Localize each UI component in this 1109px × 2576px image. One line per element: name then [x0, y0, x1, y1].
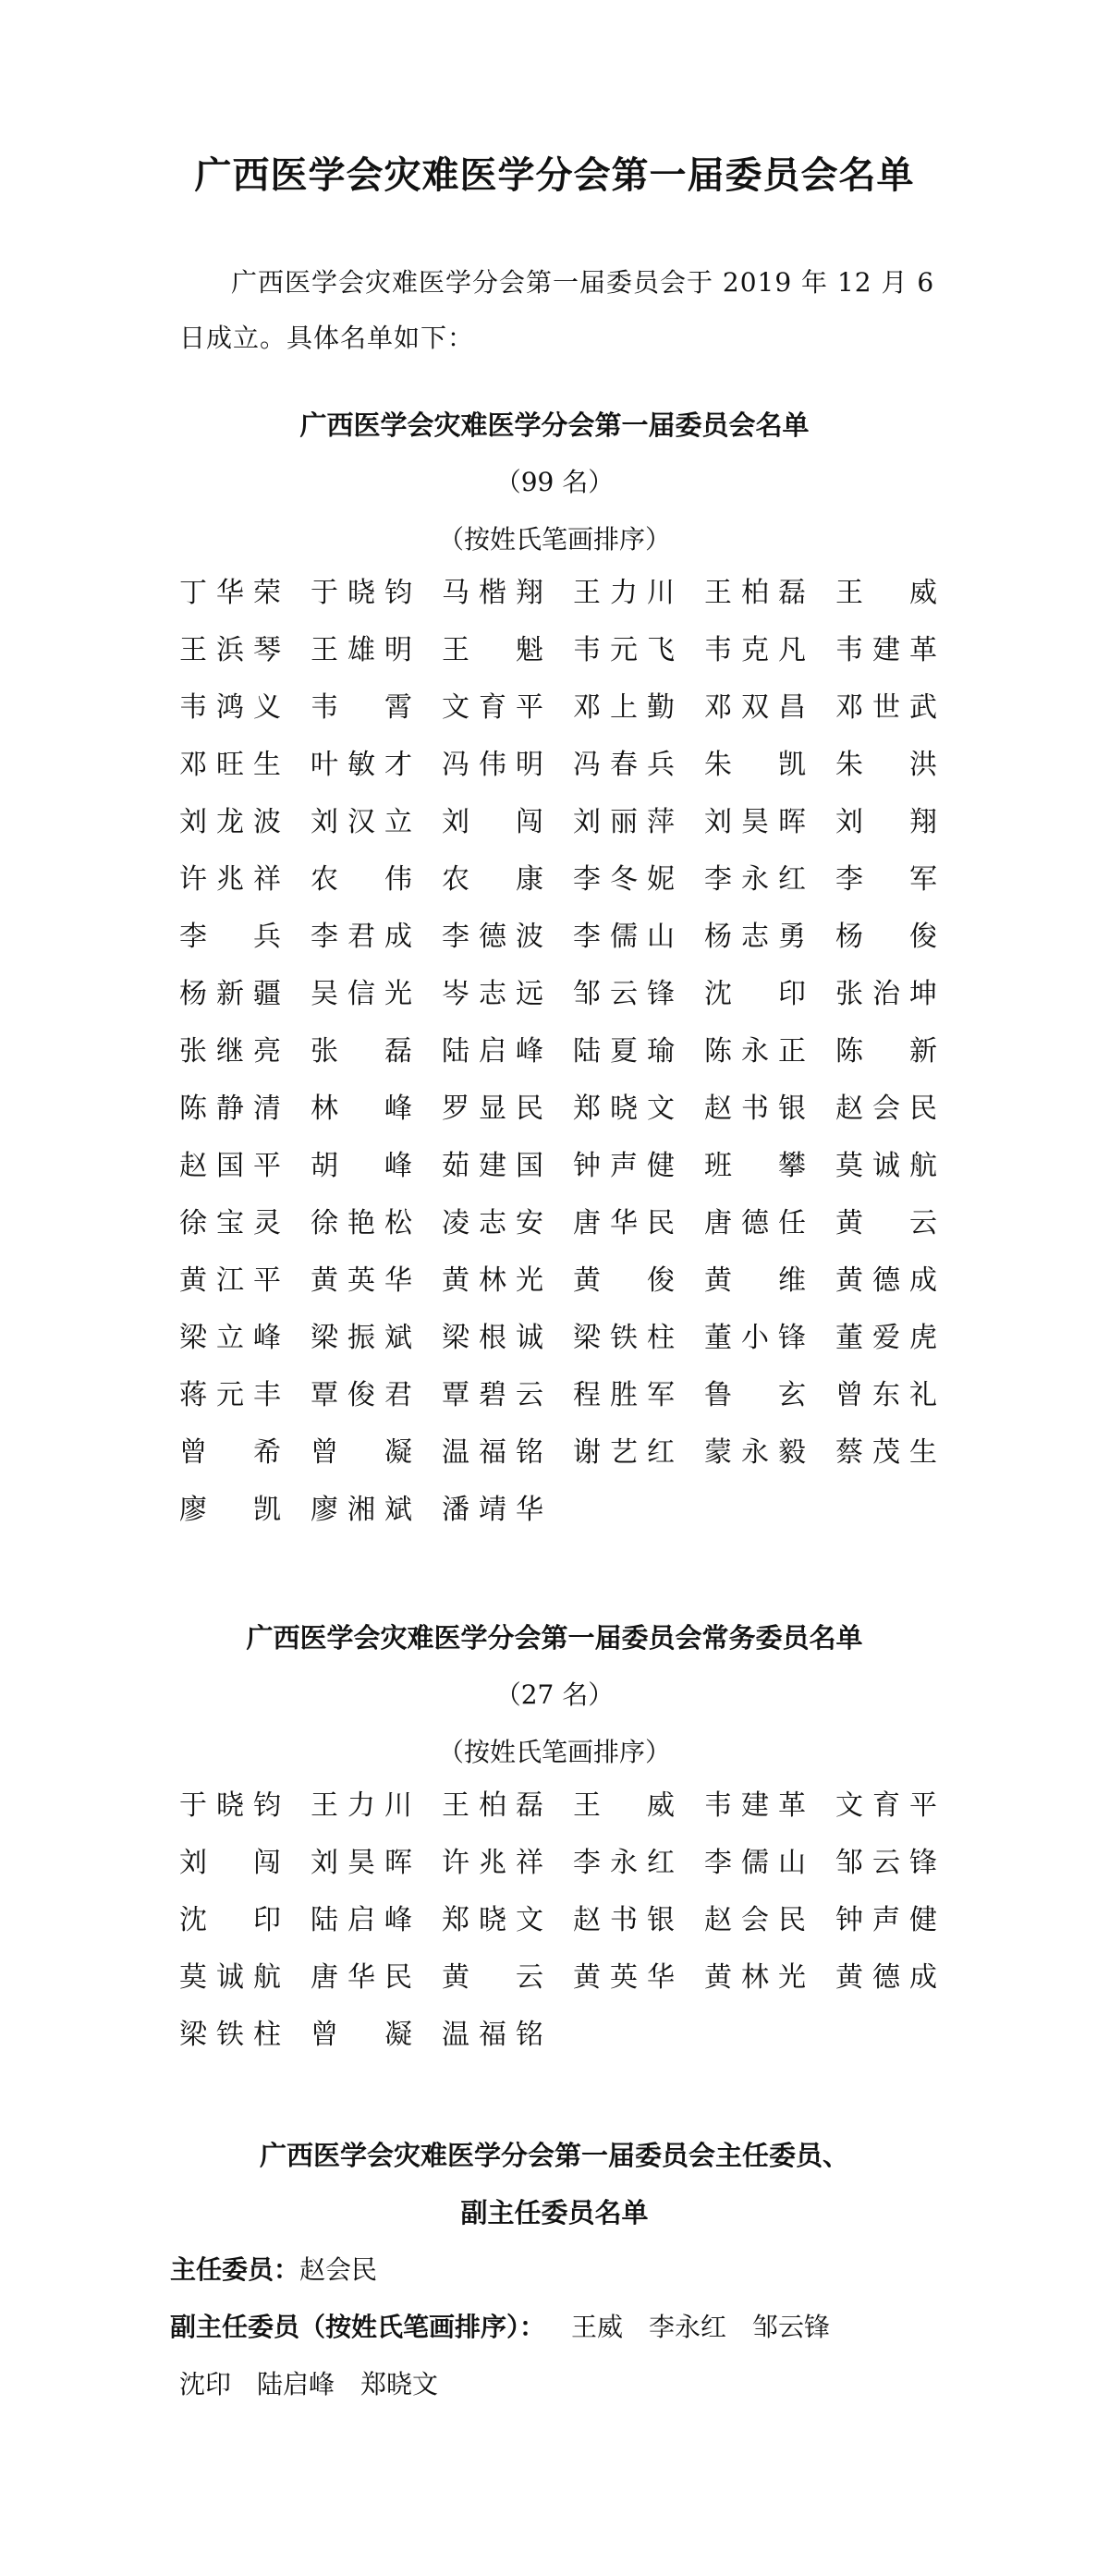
member-name: 刘昊晖 — [311, 1847, 412, 1879]
member-name: 许兆祥 — [179, 863, 281, 896]
vice-chair-name: 陆启峰 — [257, 2369, 335, 2399]
member-name: 唐华民 — [311, 1961, 412, 1994]
member-name: 茹建国 — [442, 1150, 543, 1182]
member-name: 温福铭 — [442, 2019, 543, 2051]
member-name: 陈静清 — [179, 1093, 281, 1125]
leaders-title-line-1: 广西医学会灾难医学分会第一届委员会主任委员、 — [259, 2140, 849, 2171]
member-name: 李德波 — [442, 921, 543, 953]
member-name: 钟声健 — [573, 1150, 675, 1182]
member-name: 朱洪 — [835, 749, 937, 781]
member-name: 李军 — [835, 863, 937, 896]
member-name: 王威 — [573, 1789, 675, 1822]
member-name: 程胜军 — [573, 1379, 675, 1411]
member-name: 韦建革 — [704, 1789, 806, 1822]
member-name: 曾凝 — [311, 1436, 412, 1469]
chair-name: 赵会民 — [299, 2254, 378, 2285]
member-name: 赵会民 — [704, 1904, 806, 1936]
member-name: 赵书银 — [573, 1904, 675, 1936]
member-name: 黄云 — [835, 1207, 937, 1239]
member-name: 韦元飞 — [573, 634, 675, 666]
member-name: 杨新疆 — [179, 978, 281, 1010]
member-name: 陈新 — [835, 1035, 937, 1068]
member-name: 韦建革 — [835, 634, 937, 666]
vice-chair-name: 郑晓文 — [360, 2369, 439, 2399]
member-name: 蔡茂生 — [835, 1436, 937, 1469]
member-name: 曾希 — [179, 1436, 281, 1469]
member-name: 徐宝灵 — [179, 1207, 281, 1239]
member-name: 陈永正 — [704, 1035, 806, 1068]
member-name: 廖湘斌 — [311, 1494, 412, 1526]
member-name: 刘昊晖 — [704, 806, 806, 838]
member-name: 陆夏瑜 — [573, 1035, 675, 1068]
member-name: 沈印 — [179, 1904, 281, 1936]
member-name: 杨俊 — [835, 921, 937, 953]
vice-chair-name: 王威 — [571, 2312, 624, 2342]
member-name: 李儒山 — [704, 1847, 806, 1879]
member-name: 梁立峰 — [179, 1322, 281, 1354]
member-name: 廖凯 — [179, 1494, 281, 1526]
member-name: 黄江平 — [179, 1264, 281, 1297]
member-name: 叶敏才 — [311, 749, 412, 781]
member-name: 王浜琴 — [179, 634, 281, 666]
member-name: 王威 — [835, 577, 937, 609]
member-name: 王柏磊 — [442, 1789, 543, 1822]
member-name: 梁振斌 — [311, 1322, 412, 1354]
member-name: 沈印 — [704, 978, 806, 1010]
member-name: 刘丽萍 — [573, 806, 675, 838]
member-name: 赵国平 — [179, 1150, 281, 1182]
vice-chair-name: 邹云锋 — [752, 2312, 831, 2342]
member-name: 韦克凡 — [704, 634, 806, 666]
member-name: 郑晓文 — [573, 1093, 675, 1125]
member-name: 黄德成 — [835, 1961, 937, 1994]
member-name: 王柏磊 — [704, 577, 806, 609]
member-name: 莫诚航 — [179, 1961, 281, 1994]
member-name: 钟声健 — [835, 1904, 937, 1936]
member-name: 张继亮 — [179, 1035, 281, 1068]
vice-chair-line-1 — [170, 2307, 830, 2344]
member-name: 陆启峰 — [311, 1904, 412, 1936]
member-name: 林峰 — [311, 1093, 412, 1125]
member-name: 董爱虎 — [835, 1322, 937, 1354]
member-name: 黄云 — [442, 1961, 543, 1994]
vice-chair-name: 李永红 — [649, 2312, 727, 2342]
member-name: 陆启峰 — [442, 1035, 543, 1068]
member-name: 黄林光 — [704, 1961, 806, 1994]
vice-chair-name: 沈印 — [179, 2369, 232, 2399]
member-name: 黄林光 — [442, 1264, 543, 1297]
member-name: 朱凯 — [704, 749, 806, 781]
member-name: 张磊 — [311, 1035, 412, 1068]
member-name: 黄德成 — [835, 1264, 937, 1297]
member-name: 刘龙波 — [179, 806, 281, 838]
member-name: 王力川 — [573, 577, 675, 609]
member-name: 王魁 — [442, 634, 543, 666]
standing-title: 广西医学会灾难医学分会第一届委员会常务委员名单 — [246, 1622, 863, 1654]
member-name: 冯春兵 — [573, 749, 675, 781]
intro-line-2: 日成立。具体名单如下： — [179, 323, 475, 353]
member-name: 丁华荣 — [179, 577, 281, 609]
member-name: 蒋元丰 — [179, 1379, 281, 1411]
member-name: 于晓钧 — [179, 1789, 281, 1822]
document-title: 广西医学会灾难医学分会第一届委员会名单 — [194, 154, 915, 197]
member-name: 许兆祥 — [442, 1847, 543, 1879]
standing-count: （27 名） — [494, 1679, 615, 1710]
member-name: 梁铁柱 — [573, 1322, 675, 1354]
member-name: 徐艳松 — [311, 1207, 412, 1239]
member-name: 韦鸿义 — [179, 691, 281, 724]
member-name: 梁铁柱 — [179, 2019, 281, 2051]
member-name: 黄英华 — [311, 1264, 412, 1297]
member-name: 覃碧云 — [442, 1379, 543, 1411]
chair-label: 主任委员： — [170, 2254, 300, 2285]
member-name: 潘靖华 — [442, 1494, 543, 1526]
member-name: 农康 — [442, 863, 543, 896]
member-name: 邓双昌 — [704, 691, 806, 724]
member-name: 刘汉立 — [311, 806, 412, 838]
member-name: 文育平 — [442, 691, 543, 724]
member-name: 刘闯 — [179, 1847, 281, 1879]
member-name: 李儒山 — [573, 921, 675, 953]
member-name: 李永红 — [704, 863, 806, 896]
member-name: 农伟 — [311, 863, 412, 896]
member-name: 邓世武 — [835, 691, 937, 724]
member-name: 董小锋 — [704, 1322, 806, 1354]
member-name: 罗显民 — [442, 1093, 543, 1125]
member-name: 王雄明 — [311, 634, 412, 666]
member-name: 岑志远 — [442, 978, 543, 1010]
member-name: 莫诚航 — [835, 1150, 937, 1182]
member-name: 赵书银 — [704, 1093, 806, 1125]
member-name: 蒙永毅 — [704, 1436, 806, 1469]
member-name: 赵会民 — [835, 1093, 937, 1125]
members-count: （99 名） — [494, 467, 615, 497]
standing-order-note: （按姓氏笔画排序） — [437, 1737, 671, 1767]
member-name: 李永红 — [573, 1847, 675, 1879]
member-name: 曾东礼 — [835, 1379, 937, 1411]
member-name: 吴信光 — [311, 978, 412, 1010]
member-name: 胡峰 — [311, 1150, 412, 1182]
member-name: 黄维 — [704, 1264, 806, 1297]
member-name: 曾凝 — [311, 2019, 412, 2051]
member-name: 马楷翔 — [442, 577, 543, 609]
chair-line — [170, 2250, 377, 2287]
member-name: 文育平 — [835, 1789, 937, 1822]
member-name: 邹云锋 — [573, 978, 675, 1010]
member-name: 谢艺红 — [573, 1436, 675, 1469]
member-name: 刘翔 — [835, 806, 937, 838]
members-order-note: （按姓氏笔画排序） — [437, 524, 671, 555]
intro-line-1: 广西医学会灾难医学分会第一届委员会于 2019 年 12 月 6 — [231, 267, 935, 298]
member-name: 韦霄 — [311, 691, 412, 724]
member-name: 梁根诚 — [442, 1322, 543, 1354]
leaders-title-line-2: 副主任委员名单 — [460, 2197, 649, 2228]
member-name: 李君成 — [311, 921, 412, 953]
member-name: 张治坤 — [835, 978, 937, 1010]
member-name: 王力川 — [311, 1789, 412, 1822]
member-name: 李兵 — [179, 921, 281, 953]
member-name: 邓旺生 — [179, 749, 281, 781]
member-name: 鲁玄 — [704, 1379, 806, 1411]
member-name: 覃俊君 — [311, 1379, 412, 1411]
member-name: 邹云锋 — [835, 1847, 937, 1879]
member-name: 于晓钧 — [311, 577, 412, 609]
member-name: 郑晓文 — [442, 1904, 543, 1936]
member-name: 李冬妮 — [573, 863, 675, 896]
member-name: 杨志勇 — [704, 921, 806, 953]
vice-chair-line-2 — [179, 2364, 438, 2401]
member-name: 凌志安 — [442, 1207, 543, 1239]
member-name: 黄英华 — [573, 1961, 675, 1994]
vice-chair-label: 副主任委员（按姓氏笔画排序）： — [170, 2312, 546, 2342]
member-name: 黄俊 — [573, 1264, 675, 1297]
member-name: 温福铭 — [442, 1436, 543, 1469]
member-name: 冯伟明 — [442, 749, 543, 781]
member-name: 唐华民 — [573, 1207, 675, 1239]
member-name: 刘闯 — [442, 806, 543, 838]
member-name: 邓上勤 — [573, 691, 675, 724]
members-title: 广西医学会灾难医学分会第一届委员会名单 — [299, 409, 810, 441]
member-name: 唐德任 — [704, 1207, 806, 1239]
member-name: 班攀 — [704, 1150, 806, 1182]
